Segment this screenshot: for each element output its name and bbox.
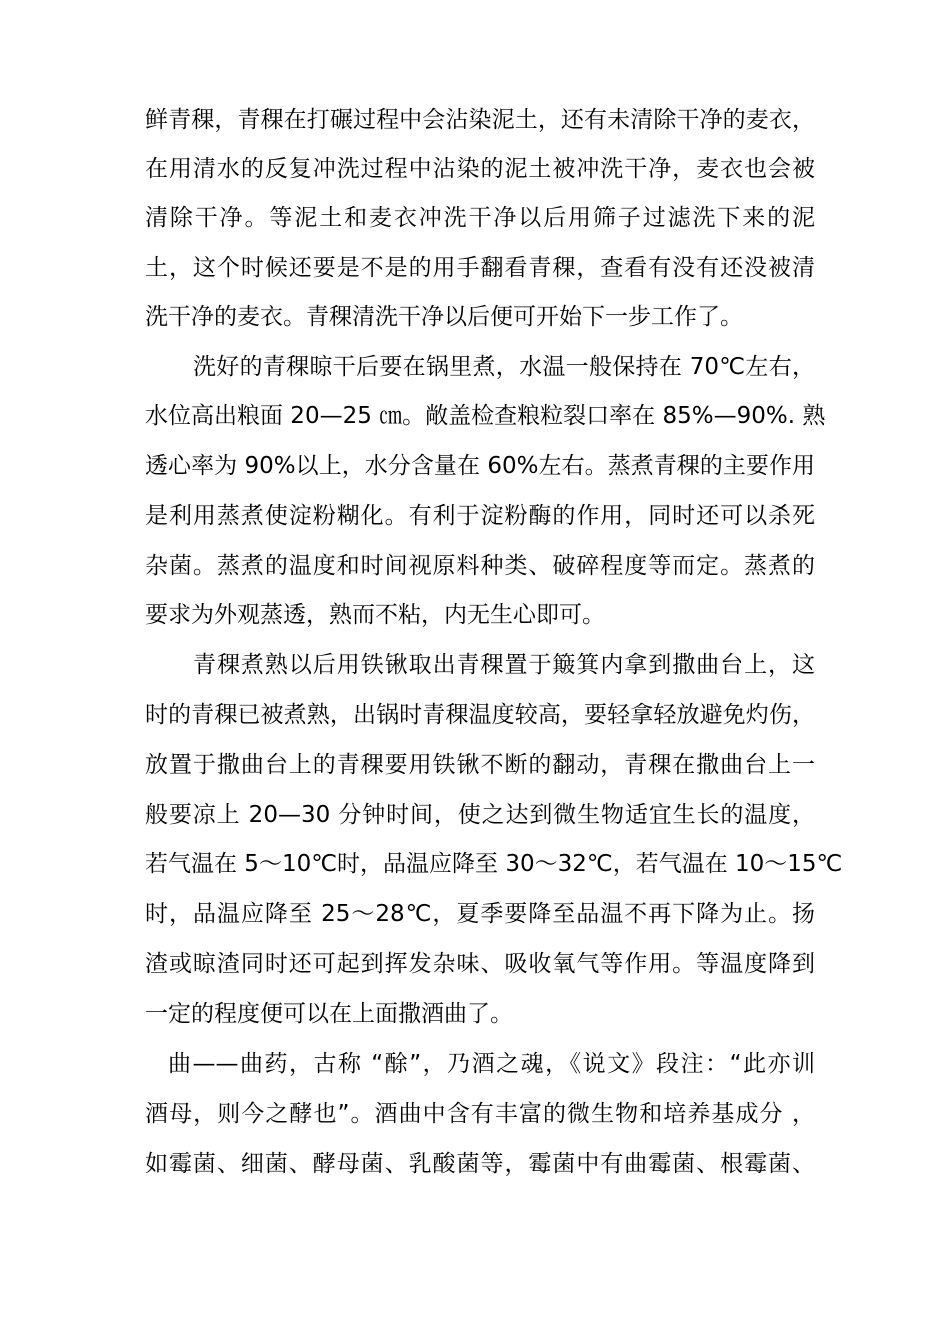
text-line: 曲——曲药，古称 “酴”，乃酒之魂，《说文》段注：“此亦训: [168, 1051, 815, 1077]
text-line: 水位高出粮面 20—25 ㎝。敞盖检查粮粒裂口率在 85%—90%. 熟: [145, 403, 826, 429]
text-line: 如霉菌、细菌、酵母菌、乳酸菌等，霉菌中有曲霉菌、根霉菌、: [145, 1151, 815, 1177]
text-line: 酒母，则今之酵也”。酒曲中含有丰富的微生物和培养基成分 ，: [145, 1101, 815, 1127]
text-line: 清除干净。等泥土和麦衣冲洗干净以后用筛子过滤洗下来的泥: [145, 205, 815, 231]
text-line: 土，这个时候还要是不是的用手翻看青稞，查看有没有还没被清: [145, 255, 815, 281]
text-line: 时的青稞已被煮熟，出锅时青稞温度较高，要轻拿轻放避免灼伤，: [145, 702, 815, 728]
text-line: 若气温在 5～10℃时，品温应降至 30～32℃，若气温在 10～15℃: [145, 851, 843, 877]
text-line: 在用清水的反复冲洗过程中沾染的泥土被冲洗干净，麦衣也会被: [145, 156, 815, 182]
text-line: 是利用蒸煮使淀粉糊化。有利于淀粉酶的作用，同时还可以杀死: [145, 503, 815, 529]
text-line: 放置于撒曲台上的青稞要用铁锹不断的翻动，青稞在撒曲台上一: [145, 752, 815, 778]
text-line: 时，品温应降至 25～28℃，夏季要降至品温不再下降为止。扬: [145, 901, 815, 927]
text-line: 杂菌。蒸煮的温度和时间视原料种类、破碎程度等而定。蒸煮的: [145, 553, 815, 579]
text-line: 要求为外观蒸透，熟而不粘，内无生心即可。: [145, 602, 605, 628]
text-line: 洗干净的麦衣。青稞清洗干净以后便可开始下一步工作了。: [145, 304, 743, 330]
text-line: 透心率为 90%以上，水分含量在 60%左右。蒸煮青稞的主要作用: [145, 453, 815, 479]
text-line: 般要凉上 20—30 分钟时间，使之达到微生物适宜生长的温度，: [145, 802, 815, 828]
text-line: 洗好的青稞晾干后要在锅里煮，水温一般保持在 70℃左右，: [193, 354, 815, 380]
text-line: 鲜青稞，青稞在打碾过程中会沾染泥土，还有未清除干净的麦衣，: [145, 107, 815, 133]
text-line: 一定的程度便可以在上面撒酒曲了。: [145, 1001, 513, 1027]
text-line: 青稞煮熟以后用铁锹取出青稞置于簸箕内拿到撒曲台上，这: [193, 652, 815, 678]
text-line: 渣或晾渣同时还可起到挥发杂味、吸收氧气等作用。等温度降到: [145, 951, 815, 977]
